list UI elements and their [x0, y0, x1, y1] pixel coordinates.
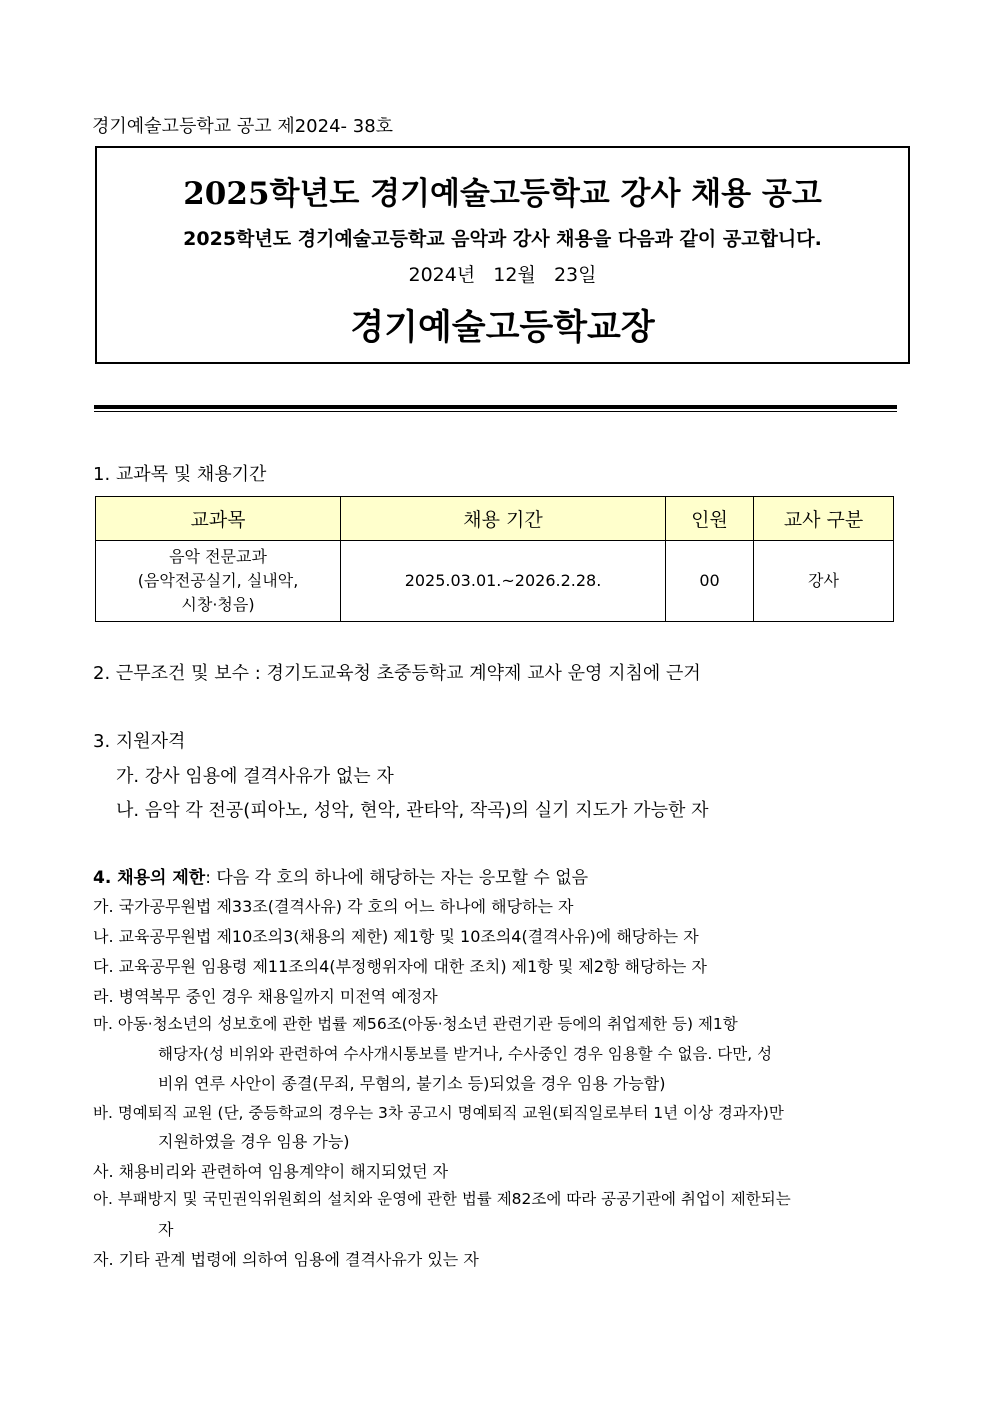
- restriction-line: 자: [158, 1220, 174, 1239]
- section1-heading: 1. 교과목 및 채용기간: [93, 464, 267, 485]
- section3-heading: 3. 지원자격: [93, 731, 186, 752]
- notice-date: 2024년 12월 23일: [408, 264, 597, 286]
- subject-cell: [96, 541, 341, 622]
- restriction-line: 다. 교육공무원 임용령 제11조의4(부정행위자에 대한 조치) 제1항 및 제2항 해당하는 자: [93, 957, 707, 976]
- restriction-line: 자. 기타 관계 법령에 의하여 임용에 결격사유가 있는 자: [93, 1250, 479, 1269]
- divider-thin: [94, 411, 897, 412]
- subject-table: [95, 496, 894, 622]
- table-header-cell: 채용 기간: [341, 497, 666, 541]
- section3-item: 나. 음악 각 전공(피아노, 성악, 현악, 관타악, 작곡)의 실기 지도가 가능한 자: [116, 800, 709, 821]
- subject-line: (음악전공실기, 실내악,: [137, 571, 299, 590]
- table-header-cell: 교사 구분: [754, 497, 894, 541]
- restriction-line: 지원하였을 경우 임용 가능): [158, 1132, 350, 1151]
- period-cell: 2025.03.01.~2026.2.28.: [341, 541, 666, 622]
- restriction-line: 사. 채용비리와 관련하여 임용계약이 해지되었던 자: [93, 1162, 449, 1181]
- restriction-line: 비위 연루 사안이 종결(무죄, 무혐의, 불기소 등)되었을 경우 임용 가능함): [158, 1074, 666, 1093]
- type-cell: 강사: [754, 541, 894, 622]
- table-header-row: [96, 497, 894, 541]
- notice-subtitle: 2025학년도 경기예술고등학교 음악과 강사 채용을 다음과 같이 공고합니다.: [183, 228, 822, 250]
- section3-item: 가. 강사 임용에 결격사유가 없는 자: [116, 766, 394, 787]
- notice-number: 경기예술고등학교 공고 제2024- 38호: [92, 116, 394, 137]
- section4-heading-line: [93, 863, 588, 888]
- restriction-line: 라. 병역복무 중인 경우 채용일까지 미전역 예정자: [93, 987, 438, 1006]
- section2-heading: 2. 근무조건 및 보수 : 경기도교육청 초중등학교 계약제 교사 운영 지침에 근거: [93, 663, 701, 684]
- divider-thick: [94, 405, 897, 409]
- issuer-name: 경기예술고등학교장: [350, 308, 655, 348]
- table-row: [96, 541, 894, 622]
- count-cell: 00: [666, 541, 754, 622]
- restriction-line: 아. 부패방지 및 국민권익위원회의 설치와 운영에 관한 법률 제82조에 따라 공공기관에 취업이 제한되는: [93, 1190, 791, 1208]
- restriction-line: 마. 아동·청소년의 성보호에 관한 법률 제56조(아동·청소년 관련기관 등에의 취업제한 등) 제1항: [93, 1015, 738, 1033]
- notice-title: 2025학년도 경기예술고등학교 강사 채용 공고: [183, 176, 822, 212]
- table-header-cell: 교과목: [96, 497, 341, 541]
- restriction-line: 해당자(성 비위와 관련하여 수사개시통보를 받거나, 수사중인 경우 임용할 수 없음. 다만, 성: [158, 1045, 773, 1063]
- section4-heading-note: : 다음 각 호의 하나에 해당하는 자는 응모할 수 없음: [205, 868, 589, 888]
- restriction-line: 바. 명예퇴직 교원 (단, 중등학교의 경우는 3차 공고시 명예퇴직 교원(퇴직일로부터 1년 이상 경과자)만: [93, 1104, 784, 1122]
- restriction-line: 가. 국가공무원법 제33조(결격사유) 각 호의 어느 하나에 해당하는 자: [93, 897, 574, 916]
- section4-heading: 4. 채용의 제한: [93, 868, 206, 888]
- title-box: [95, 146, 910, 364]
- restriction-line: 나. 교육공무원법 제10조의3(채용의 제한) 제1항 및 10조의4(결격사유)에 해당하는 자: [93, 927, 699, 946]
- subject-line: 시창·청음): [181, 595, 255, 614]
- table-header-cell: 인원: [666, 497, 754, 541]
- subject-line: 음악 전문교과: [169, 547, 267, 566]
